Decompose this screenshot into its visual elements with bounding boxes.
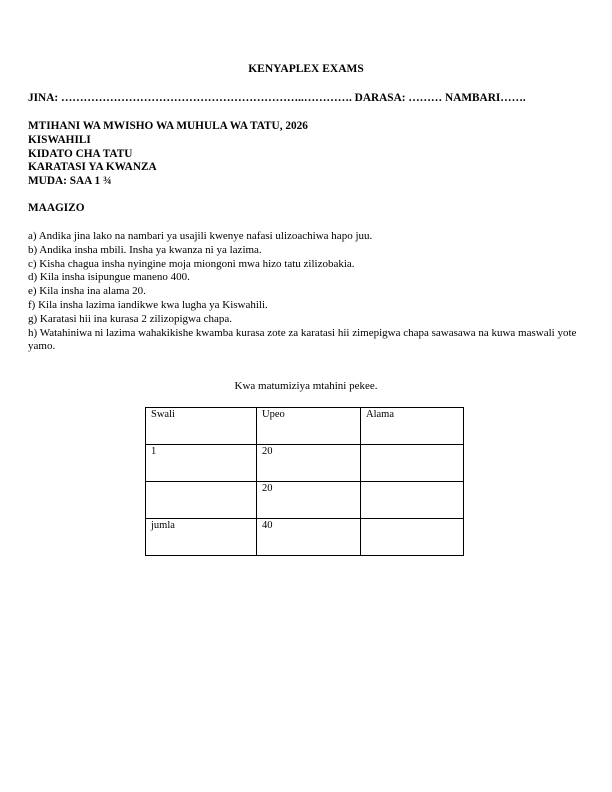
exam-title: KENYAPLEX EXAMS: [248, 63, 364, 75]
table-cell: [361, 482, 464, 519]
instructions-list: [28, 230, 593, 354]
table-cell: [146, 482, 257, 519]
instruction-item: a) Andika jina lako na nambari ya usajili kwenye nafasi ulizoachiwa hapo juu.: [28, 230, 373, 242]
exam-name: MTIHANI WA MWISHO WA MUHULA WA TATU, 2026: [28, 120, 308, 132]
table-cell: jumla: [146, 519, 257, 556]
subject: KISWAHILI: [28, 133, 91, 146]
table-row: [146, 445, 464, 482]
table-row: [146, 519, 464, 556]
table-cell: 20: [257, 482, 361, 519]
table-cell: [361, 445, 464, 482]
student-details-line: JINA: ………………………………………………………..…………. DARASA: ……… NAMBARI…….: [28, 92, 526, 104]
instruction-item: f) Kila insha lazima iandikwe kwa lugha ya Kiswahili.: [28, 298, 268, 311]
instruction-item: b) Andika insha mbili. Insha ya kwanza ni ya lazima.: [28, 243, 262, 256]
instruction-item: e) Kila insha ina alama 20.: [28, 285, 146, 298]
table-cell: 20: [257, 445, 361, 482]
instruction-item: g) Karatasi hii ina kurasa 2 zilizopigwa chapa.: [28, 312, 233, 325]
form-level: KIDATO CHA TATU: [28, 147, 133, 160]
paper-number: KARATASI YA KWANZA: [28, 161, 157, 174]
exam-details: [28, 120, 308, 189]
duration: MUDA: SAA 1 ¾: [28, 175, 112, 188]
table-cell: 1: [146, 445, 257, 482]
instruction-item: d) Kila insha isipungue maneno 400.: [28, 271, 190, 284]
examiner-caption: Kwa matumiziya mtahini pekee.: [234, 380, 378, 392]
table-row: [146, 482, 464, 519]
instructions-heading: MAAGIZO: [28, 202, 85, 214]
column-header: Swali: [146, 408, 257, 445]
table-header-row: [146, 408, 464, 445]
table-cell: 40: [257, 519, 361, 556]
table-cell: [361, 519, 464, 556]
instruction-item: h) Watahiniwa ni lazima wahakikishe kwamba kurasa zote za karatasi hii zimepigwa chapa sawasawa na kuwa maswali yote yamo.: [28, 326, 577, 353]
column-header: Upeo: [257, 408, 361, 445]
instruction-item: c) Kisha chagua insha nyingine moja miongoni mwa hizo tatu zilizobakia.: [28, 257, 355, 270]
column-header: Alama: [361, 408, 464, 445]
examiner-marks-table: [145, 407, 464, 556]
